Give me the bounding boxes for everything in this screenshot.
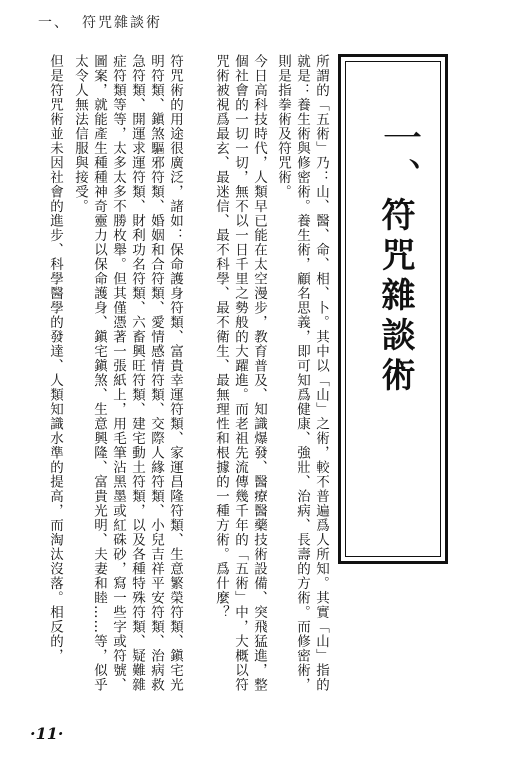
chapter-title: 符咒雜談術 [375, 197, 415, 397]
running-header-title: 符咒雜談術 [82, 15, 162, 31]
paragraph-2: 今日高科技時代，人類早已能在太空漫步，教育普及、知識爆發、醫療醫藥技術設備、突飛猛進，整個社會的一切一切，無不以一日千里之勢般的大躍進。而老祖先流傳幾千年的「五術」中，大概以符咒術被視爲最玄、最迷信、最不科學、最不衛生、最無理性和根據的一種方術。爲什麼？ [213, 54, 267, 692]
chapter-title-box [338, 54, 448, 564]
running-header [38, 12, 238, 32]
paragraph-1: 所謂的「五術」乃：山、醫、命、相、卜。其中以「山」之術，較不普遍爲人所知。其實「山」指的就是：養生術與修密術。養生術，顧名思義，即可知爲健康、強壯、治病、長壽的方術。而修密術，則是指拳術及符咒術。 [275, 54, 329, 692]
chapter-number: 一、 [376, 117, 422, 197]
paragraph-3: 符咒術的用途很廣泛，諸如：保命護身符類、富貴幸運符類、家運昌隆符類、生意繁榮符類、鎭宅光明符類、鎭煞驅邪符類、婚姻和合符類、愛情感情符類、交際人緣符類、小兒吉祥平安符類、治病救急符類、開運求運符類、財利功名符類、六畜興旺符類、建宅動土符類，以及各種特殊符類、疑難雜症符類等等，太多太多不勝枚舉。但其僅憑著一張紙上，用毛筆沾黑墨或紅硃砂，寫一些字或符號、圖案，就能產生種種神奇靈力以保命護身、鎭宅鎭煞、生意興隆、富貴光明、夫妻和睦……等，似乎太令人無法信服與接受。 [72, 54, 183, 692]
paragraph-4: 但是符咒術並未因社會的進步、科學醫學的發達、人類知識水準的提高，而淘汰沒落。相反的， [47, 54, 63, 663]
body-text [40, 54, 330, 714]
running-header-chapter-number: 一、 [38, 15, 70, 31]
page-number: ·11· [30, 724, 64, 743]
